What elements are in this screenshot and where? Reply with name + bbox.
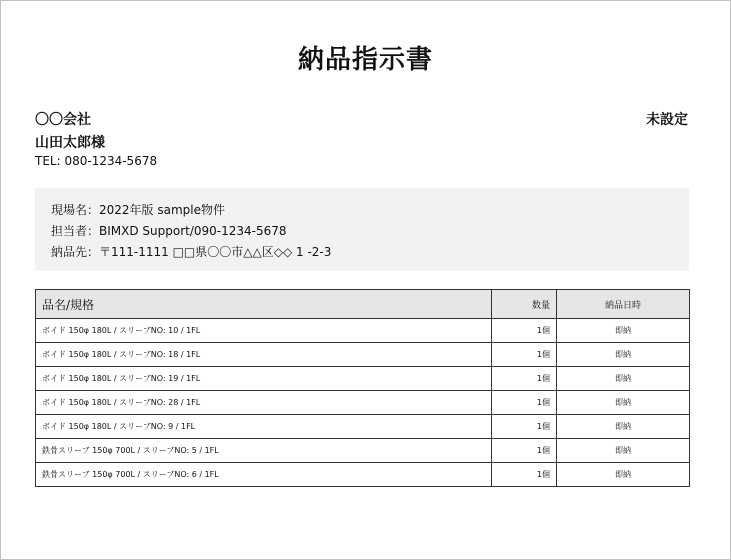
item-qty: 1個 xyxy=(492,463,557,487)
item-qty: 1個 xyxy=(492,319,557,343)
item-name: 鉄骨スリーブ 150φ 700L / スリーブNO: 6 / 1FL xyxy=(36,463,492,487)
table-row xyxy=(36,319,690,343)
table-row xyxy=(36,439,690,463)
item-name: 鉄骨スリーブ 150φ 700L / スリーブNO: 5 / 1FL xyxy=(36,439,492,463)
contact-person: 担当者：BIMXD Support/090-1234-5678 xyxy=(51,224,287,238)
table-row xyxy=(36,343,690,367)
item-qty: 1個 xyxy=(492,343,557,367)
delivery-address: 納品先：〒111-1111 □□県〇〇市△△区◇◇ 1 -2-3 xyxy=(51,245,332,259)
site-info-box xyxy=(35,188,689,271)
table-row xyxy=(36,391,690,415)
item-name: ボイド 150φ 180L / スリーブNO: 19 / 1FL xyxy=(36,367,492,391)
table-row xyxy=(36,463,690,487)
header-name: 品名/規格 xyxy=(36,290,492,319)
header-qty: 数量 xyxy=(492,290,557,319)
item-date: 即納 xyxy=(557,439,690,463)
table-row xyxy=(36,367,690,391)
header-date: 納品日時 xyxy=(557,290,690,319)
item-date: 即納 xyxy=(557,367,690,391)
item-date: 即納 xyxy=(557,391,690,415)
item-qty: 1個 xyxy=(492,367,557,391)
item-qty: 1個 xyxy=(492,439,557,463)
customer-person: 山田太郎様 xyxy=(35,135,105,151)
item-date: 即納 xyxy=(557,415,690,439)
item-qty: 1個 xyxy=(492,415,557,439)
site-name: 現場名：2022年版 sample物件 xyxy=(51,203,225,217)
item-date: 即納 xyxy=(557,319,690,343)
status-label: 未設定 xyxy=(646,112,688,128)
customer-company: 〇〇会社 xyxy=(35,112,91,128)
customer-tel: TEL: 080-1234-5678 xyxy=(35,154,158,168)
item-name: ボイド 150φ 180L / スリーブNO: 10 / 1FL xyxy=(36,319,492,343)
items-table xyxy=(35,289,690,487)
table-header-row xyxy=(36,290,690,319)
item-name: ボイド 150φ 180L / スリーブNO: 9 / 1FL xyxy=(36,415,492,439)
table-row xyxy=(36,415,690,439)
item-name: ボイド 150φ 180L / スリーブNO: 18 / 1FL xyxy=(36,343,492,367)
item-date: 即納 xyxy=(557,343,690,367)
document-title: 納品指示書 xyxy=(297,45,433,75)
item-name: ボイド 150φ 180L / スリーブNO: 28 / 1FL xyxy=(36,391,492,415)
item-date: 即納 xyxy=(557,463,690,487)
item-qty: 1個 xyxy=(492,391,557,415)
